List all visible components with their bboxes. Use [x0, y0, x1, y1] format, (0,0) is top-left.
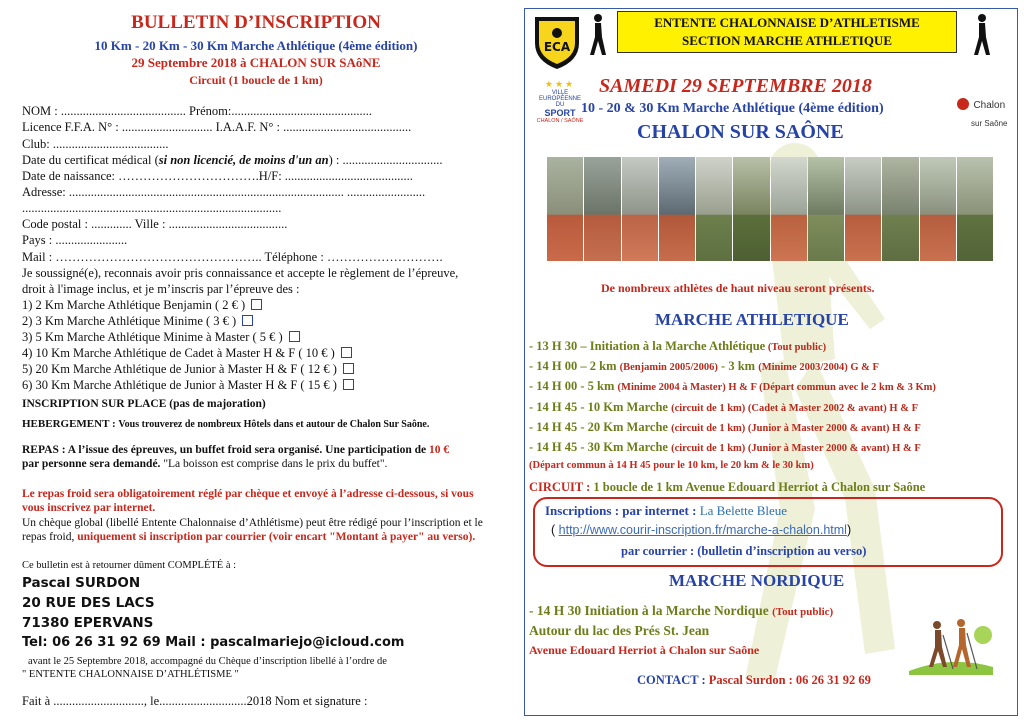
repas-price: 10 € — [428, 444, 450, 456]
athletes-note: De nombreux athlètes de haut niveau seront présents. — [601, 281, 875, 295]
form-title: BULLETIN D’INSCRIPTION — [131, 12, 381, 33]
inscription-box — [533, 497, 1003, 567]
cert-label: Date du certificat médical ( — [22, 153, 159, 167]
schedule-5km: - 14 H 00 - 5 km (Minime 2004 à Master) H & F (Départ commun avec le 2 km & 3 Km) — [529, 379, 936, 393]
event-city: CHALON SUR SAÔNE — [637, 121, 844, 143]
field-adresse[interactable]: Adresse: ........................................................................................ ......................... — [22, 185, 426, 199]
athlete-photo — [808, 157, 844, 261]
athlete-photo — [845, 157, 881, 261]
schedule-20km: - 14 H 45 - 20 Km Marche (circuit de 1 km) (Junior à Master 2000 & avant) H & F — [529, 420, 921, 434]
athlete-photo — [920, 157, 956, 261]
cheque-text — [22, 516, 492, 544]
hebergement-note: Vous trouverez de nombreux Hôtels dans et autour de Chalon Sur Saône. — [118, 419, 430, 430]
cheque-order: " ENTENTE CHALONNAISE D’ATHLÉTISME " — [22, 669, 239, 680]
option-2km-label: 1) 2 Km Marche Athlétique Benjamin ( 2 € ) — [22, 298, 246, 312]
inscription-courrier: par courrier : (bulletin d’inscription au verso) — [621, 544, 867, 558]
field-nom-prenom[interactable]: NOM : ........................................ Prénom:............................................. — [22, 104, 372, 118]
repas-boisson: "La boisson est comprise dans le prix du buffet". — [160, 458, 388, 470]
inscription-sur-place: INSCRIPTION SUR PLACE (pas de majoration) — [22, 398, 266, 410]
event-date: SAMEDI 29 SEPTEMBRE 2018 — [599, 75, 872, 97]
address-street: 20 RUE DES LACS — [22, 595, 155, 611]
chalon-logo-icon — [957, 98, 969, 110]
inscription-url-link[interactable]: http://www.courir-inscription.fr/marche-a-chalon.html — [558, 523, 847, 537]
club-section: SECTION MARCHE ATHLETIQUE — [682, 33, 892, 48]
checkbox-10km[interactable] — [341, 347, 352, 358]
section-marche-athletique: MARCHE ATHLETIQUE — [655, 310, 849, 329]
hebergement-text — [22, 418, 429, 430]
option-30km-label: 6) 30 Km Marche Athlétique de Junior à Master H & F ( 15 € ) — [22, 378, 337, 392]
athlete-photo — [696, 157, 732, 261]
svg-text:ECA: ECA — [543, 40, 571, 54]
cheque-note: Un chèque global (libellé Entente Chalonnaise d’Athlétisme) peut être rédigé pour l’inscription et le repas froid, — [22, 517, 483, 543]
consent-line-2: droit à l'image inclus, et je m’inscris par l’épreuve des : — [22, 282, 300, 296]
athlete-photo — [547, 157, 583, 261]
option-30km[interactable] — [22, 378, 354, 393]
deadline-text: avant le 25 Septembre 2018, accompagné du Chèque d’inscription libellé à l’ordre de — [28, 656, 387, 667]
schedule-10km: - 14 H 45 - 10 Km Marche (circuit de 1 km) (Cadet à Master 2002 & avant) H & F — [529, 400, 919, 414]
schedule-2km-3km: - 14 H 00 – 2 km (Benjamin 2005/2006) - 3 km (Minime 2003/2004) G & F — [529, 359, 879, 373]
checkbox-3km[interactable] — [242, 315, 253, 326]
schedule-initiation: - 13 H 30 – Initiation à la Marche Athlétique (Tout public) — [529, 339, 827, 353]
cert-note: si non licencié, de moins d'un an — [158, 153, 329, 167]
form-subtitle-date: 29 Septembre 2018 à CHALON SUR SAôNE — [131, 55, 381, 70]
option-3km[interactable] — [22, 314, 253, 329]
address-city: 71380 EPERVANS — [22, 615, 154, 631]
athlete-photo — [957, 157, 993, 261]
retour-text: Ce bulletin est à retourner dûment COMPLÉTÉ à : — [22, 560, 237, 571]
field-certificat[interactable] — [22, 153, 442, 168]
athlete-photo — [622, 157, 658, 261]
club-name: ENTENTE CHALONNAISE D’ATHLETISME — [654, 15, 920, 30]
athletes-photo-strip — [547, 157, 993, 261]
option-20km[interactable] — [22, 362, 354, 377]
event-flyer — [524, 8, 1018, 716]
nordic-avenue: Avenue Edouard Herriot à Chalon sur Saône — [529, 643, 760, 657]
schedule-30km: - 14 H 45 - 30 Km Marche (circuit de 1 km) (Junior à Master 2000 & avant) H & F — [529, 440, 921, 454]
event-distances: 10 - 20 & 30 Km Marche Athlétique (4ème édition) — [581, 101, 884, 116]
eca-shield-logo — [531, 13, 583, 71]
field-mail[interactable]: Mail : ………………………………………….. Téléphone : ………………………. — [22, 250, 443, 264]
hebergement-label: HEBERGEMENT : — [22, 418, 119, 430]
inscription-internet: Inscriptions : par internet : La Belette Bleue — [545, 503, 788, 518]
nordic-location: Autour du lac des Prés St. Jean — [529, 623, 710, 638]
circuit-info: CIRCUIT : 1 boucle de 1 km Avenue Edouard Herriot à Chalon sur Saône — [529, 480, 926, 494]
address-name: Pascal SURDON — [22, 575, 141, 591]
field-pays[interactable]: Pays : ....................... — [22, 233, 128, 247]
inscription-url-line: ( http://www.courir-inscription.fr/marche-a-chalon.html) — [551, 523, 852, 537]
consent-line-1: Je soussigné(e), reconnais avoir pris connaissance et accepte le règlement de l’épreuve, — [22, 266, 459, 280]
form-subtitle-events: 10 Km - 20 Km - 30 Km Marche Athlétique (4ème édition) — [94, 38, 418, 53]
field-naissance[interactable]: Date de naissance: …………………………….H/F: ......................................... — [22, 169, 413, 183]
athlete-photo — [659, 157, 695, 261]
nordic-walkers-icon — [909, 615, 993, 675]
walker-icon — [585, 13, 609, 57]
repas-warning: Le repas froid sera obligatoirement réglé par chèque et envoyé à l’adresse ci-dessous, si vous vous inscrivez par internet. — [22, 488, 474, 514]
club-banner — [617, 11, 957, 53]
contact-line: CONTACT : Pascal Surdon : 06 26 31 92 69 — [637, 673, 871, 687]
checkbox-5km[interactable] — [289, 331, 300, 342]
repas-per-person: par personne sera demandé. — [22, 458, 161, 470]
field-adresse-2[interactable]: ................................................................................... — [22, 201, 282, 215]
form-subtitle-circuit: Circuit (1 boucle de 1 km) — [189, 73, 323, 87]
checkbox-30km[interactable] — [343, 379, 354, 390]
field-code-postal[interactable]: Code postal : ............. Ville : ...................................... — [22, 217, 288, 231]
belette-bleue-link[interactable]: La Belette Bleue — [699, 503, 788, 518]
option-20km-label: 5) 20 Km Marche Athlétique de Junior à Master H & F ( 12 € ) — [22, 362, 337, 376]
option-5km[interactable] — [22, 330, 300, 345]
repas-label: REPAS : A l’issue des épreuves, un buffet froid sera organisé. Une participation de — [22, 444, 429, 456]
field-licence[interactable]: Licence F.F.A. N° : ............................. I.A.A.F. N° : ......................................... — [22, 120, 412, 134]
option-3km-label: 2) 3 Km Marche Athlétique Minime ( 3 € ) — [22, 314, 237, 328]
cert-dots: ) : ................................ — [328, 153, 443, 167]
chalon-sur-saone-logo: Chalon sur Saône — [957, 95, 1007, 131]
walker-icon-right — [969, 13, 993, 57]
checkbox-20km[interactable] — [343, 363, 354, 374]
address-contact: Tel: 06 26 31 92 69 Mail : pascalmariejo@icloud.com — [22, 635, 405, 650]
common-start-note: (Départ commun à 14 H 45 pour le 10 km, le 20 km & le 30 km) — [529, 460, 814, 471]
athlete-photo — [882, 157, 918, 261]
option-5km-label: 3) 5 Km Marche Athlétique Minime à Master ( 5 € ) — [22, 330, 283, 344]
option-10km-label: 4) 10 Km Marche Athlétique de Cadet à Master H & F ( 10 € ) — [22, 346, 335, 360]
nordic-initiation: - 14 H 30 Initiation à la Marche Nordique (Tout public) — [529, 603, 834, 618]
athlete-photo — [733, 157, 769, 261]
field-club[interactable]: Club: ..................................... — [22, 137, 169, 151]
stars-icon: ★★★ — [544, 79, 576, 89]
athlete-photo — [584, 157, 620, 261]
signature-line[interactable]: Fait à ............................., le............................2018 Nom et signature : — [22, 694, 368, 708]
ville-europeenne-logo: ★★★ VILLE EUROPÉENNE DU SPORT CHALON / SAÔNE — [531, 79, 589, 124]
repas-text — [22, 443, 492, 471]
section-marche-nordique: MARCHE NORDIQUE — [669, 571, 845, 590]
checkbox-2km[interactable] — [251, 299, 262, 310]
option-10km[interactable] — [22, 346, 352, 361]
athlete-photo — [771, 157, 807, 261]
option-2km[interactable] — [22, 298, 262, 313]
cheque-condition: uniquement si inscription par courrier (voir encart "Montant à payer" au verso). — [77, 531, 476, 543]
